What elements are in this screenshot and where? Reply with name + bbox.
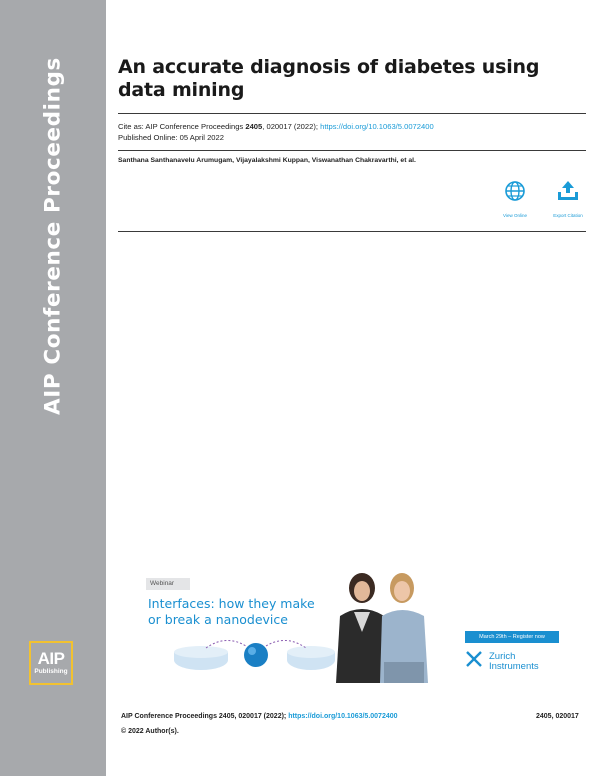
copyright-notice: © 2022 Author(s). [121,728,179,735]
published-date: Published Online: 05 April 2022 [118,133,224,142]
export-icon [556,180,580,207]
footer-page-ref: 2405, 020017 [536,713,579,720]
footer-cite-prefix: AIP Conference Proceedings [121,713,219,720]
webinar-headline [148,596,315,628]
presenters-photo [324,572,439,683]
sponsor-line-1: Zurich [489,650,516,662]
author-list: Santhana Santhanavelu Arumugam, Vijayalakshmi Kuppan, Viswanathan Chakravarthi, et al. [118,157,416,164]
register-button[interactable]: March 29th – Register now [465,631,559,643]
divider-top [118,113,586,114]
journal-sidebar [0,0,106,776]
footer-doi-link[interactable]: https://doi.org/10.1063/5.0072400 [288,713,398,720]
view-online-label: View Online [503,213,527,218]
webinar-tag: Webinar [146,578,190,590]
citation-block [118,121,434,143]
view-online-button[interactable] [495,180,535,218]
logo-aip-text: AIP [37,649,65,668]
doi-link[interactable]: https://doi.org/10.1063/5.0072400 [320,122,434,131]
logo-publishing-text: Publishing [34,668,68,675]
aip-publishing-logo[interactable] [29,641,73,685]
zurich-instruments-logo [465,650,539,673]
divider-bottom [118,231,586,232]
headline-line-1: Interfaces: how they make [148,596,315,611]
globe-icon [504,180,526,207]
sponsor-line-2: Instruments [489,660,539,672]
webinar-ad-banner[interactable] [126,570,574,683]
export-citation-button[interactable] [548,180,588,218]
headline-line-2: or break a nanodevice [148,612,288,627]
zi-mark-icon [465,650,483,673]
footer-cite-suffix: , 020017 (2022); [234,713,289,720]
nanodevice-illustration [166,630,336,678]
footer-cite-volume: 2405 [218,713,235,720]
article-title: An accurate diagnosis of diabetes using data mining [118,56,540,101]
cite-suffix: , 020017 (2022); [262,122,321,131]
zi-wordmark [489,652,539,672]
cite-prefix: Cite as: AIP Conference Proceedings [118,122,246,131]
divider-mid [118,150,586,151]
journal-name: AIP Conference Proceedings [40,57,66,415]
citation-line [118,121,434,132]
footer-citation [121,713,398,720]
cite-volume: 2405 [245,122,263,131]
export-citation-label: Export Citation [553,213,583,218]
